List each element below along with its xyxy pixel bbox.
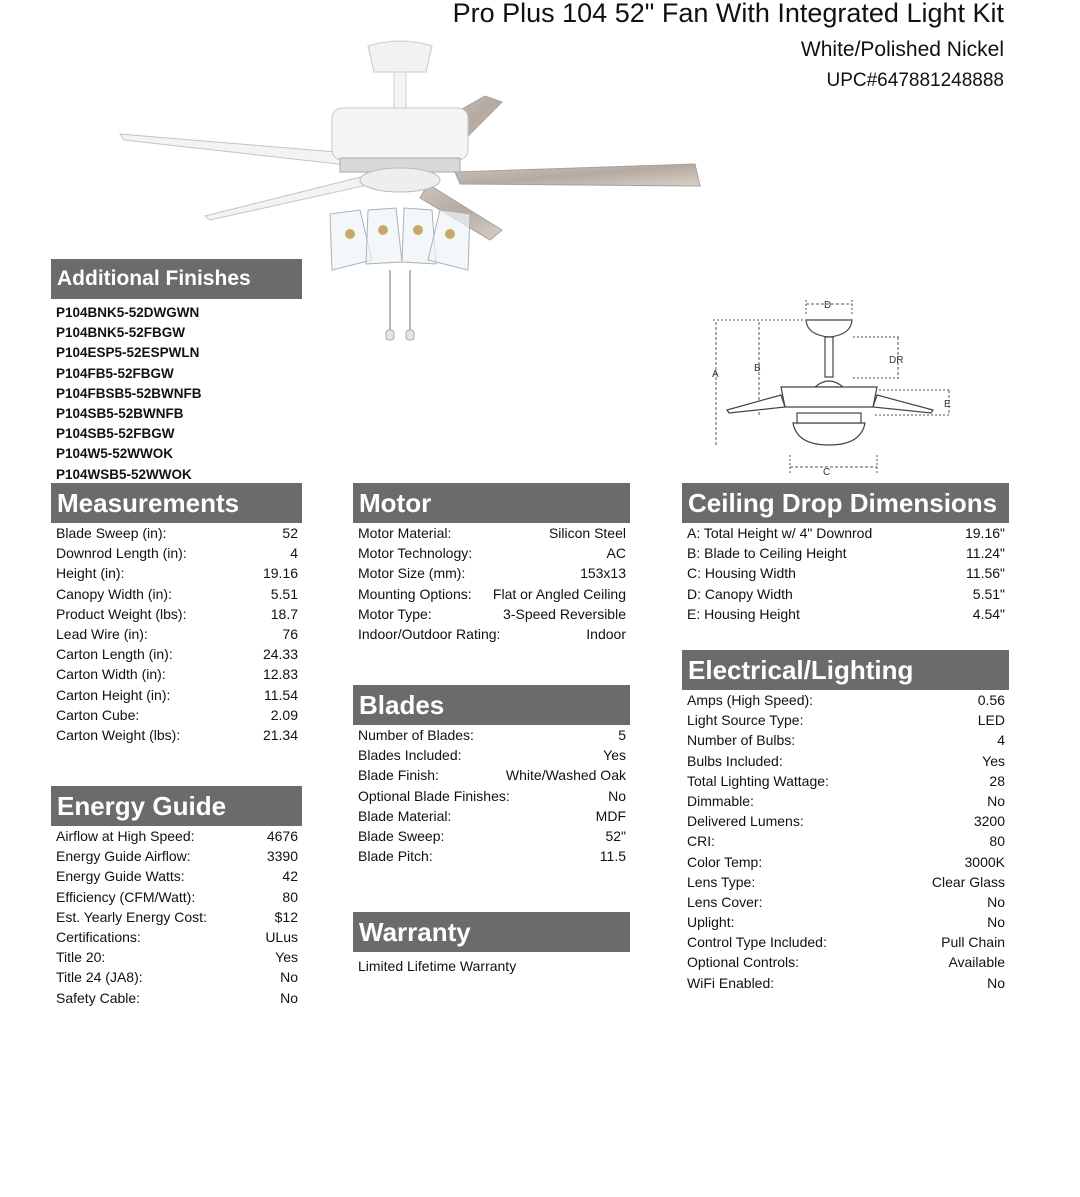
spec-value: Yes [603, 747, 626, 764]
blade-row [353, 725, 630, 745]
electrical-row [682, 973, 1009, 993]
blade-row [353, 806, 630, 826]
spec-label: Blade Finish: [358, 767, 439, 784]
electrical-row [682, 852, 1009, 872]
spec-label: Title 24 (JA8): [56, 969, 143, 986]
spec-label: Lens Cover: [687, 893, 763, 910]
energy-row [51, 947, 302, 967]
spec-value: 3200 [973, 813, 1005, 830]
spec-value: 80 [282, 888, 298, 905]
spec-label: Energy Guide Airflow: [56, 848, 191, 865]
spec-value: 4 [290, 545, 298, 562]
measurement-row [51, 725, 302, 745]
spec-label: Blade Sweep: [358, 827, 445, 844]
spec-value: 4 [997, 732, 1005, 749]
spec-value: No [608, 787, 626, 804]
electrical-lighting-heading: Electrical/Lighting [682, 650, 1009, 690]
electrical-row [682, 892, 1009, 912]
spec-label: Optional Blade Finishes: [358, 787, 510, 804]
spec-value: No [987, 893, 1005, 910]
spec-label: Carton Length (in): [56, 646, 173, 663]
ceiling-drop-rows [682, 523, 1009, 624]
spec-value: 0.56 [977, 692, 1005, 708]
measurement-row [51, 664, 302, 684]
measurement-row [51, 644, 302, 664]
spec-label: Efficiency (CFM/Watt): [56, 888, 196, 905]
spec-value: Silicon Steel [548, 525, 626, 541]
spec-value: 76 [282, 625, 298, 642]
spec-label: Total Lighting Wattage: [687, 772, 829, 789]
electrical-row [682, 690, 1009, 710]
spec-value: 52" [605, 827, 626, 844]
spec-value: 2.09 [270, 706, 298, 723]
spec-value: 11.56" [966, 565, 1005, 582]
spec-value: 3390 [266, 848, 298, 865]
additional-finishes-list [56, 303, 202, 485]
measurement-row [51, 563, 302, 583]
blades-section [353, 685, 630, 866]
spec-label: Carton Cube: [56, 706, 140, 723]
product-upc: UPC#647881248888 [826, 70, 1004, 91]
spec-label: CRI: [687, 833, 715, 850]
electrical-row [682, 811, 1009, 831]
finish-item: P104FBSB5-52BWNFB [56, 385, 202, 401]
spec-value: 80 [989, 833, 1005, 850]
ceiling-drop-row [682, 523, 1009, 543]
spec-value: ULus [265, 928, 298, 945]
electrical-row [682, 932, 1009, 952]
spec-value: 4.54" [972, 605, 1005, 622]
finish-item: P104BNK5-52DWGWN [56, 305, 200, 320]
spec-label: B: Blade to Ceiling Height [687, 545, 847, 562]
blade-row [353, 826, 630, 846]
spec-value: 21.34 [262, 726, 298, 743]
spec-label: Motor Material: [358, 525, 452, 541]
measurement-row [51, 584, 302, 604]
spec-label: Carton Width (in): [56, 666, 166, 683]
electrical-row [682, 771, 1009, 791]
spec-label: Blade Material: [358, 807, 452, 824]
spec-label: Number of Bulbs: [687, 732, 796, 749]
measurements-heading: Measurements [51, 483, 302, 523]
energy-guide-section [51, 786, 302, 1008]
ceiling-drop-row [682, 543, 1009, 563]
spec-value: Pull Chain [941, 934, 1005, 951]
spec-value: 12.83 [262, 666, 298, 683]
spec-label: Lens Type: [687, 873, 756, 890]
spec-label: Title 20: [56, 949, 106, 966]
spec-value: Yes [982, 752, 1005, 769]
spec-label: Blade Pitch: [358, 848, 433, 865]
spec-label: Motor Size (mm): [358, 565, 466, 582]
spec-label: Uplight: [687, 914, 735, 931]
spec-value: $12 [274, 908, 298, 925]
product-title: Pro Plus 104 52" Fan With Integrated Light Kit [452, 0, 1004, 28]
spec-value: Available [948, 954, 1005, 971]
spec-label: Carton Height (in): [56, 686, 171, 703]
electrical-row [682, 751, 1009, 771]
motor-row [353, 624, 630, 644]
spec-label: Optional Controls: [687, 954, 800, 971]
warranty-heading: Warranty [353, 912, 630, 952]
energy-row [51, 826, 302, 846]
product-finish: White/Polished Nickel [800, 38, 1004, 61]
spec-label: Indoor/Outdoor Rating: [358, 625, 501, 642]
energy-guide-rows [51, 826, 302, 1008]
spec-label: C: Housing Width [687, 565, 796, 582]
motor-rows [353, 523, 630, 644]
measurement-row [51, 705, 302, 725]
spec-value: 24.33 [262, 646, 298, 663]
blade-row [353, 846, 630, 866]
spec-label: Safety Cable: [56, 989, 141, 1006]
electrical-row [682, 912, 1009, 932]
finish-item: P104W5-52WWOK [56, 446, 174, 462]
spec-label: Product Weight (lbs): [56, 605, 187, 622]
electrical-row [682, 872, 1009, 892]
energy-row [51, 988, 302, 1008]
ceiling-drop-row [682, 584, 1009, 604]
ceiling-drop-diagram [705, 295, 955, 480]
spec-value: 5.51 [270, 585, 298, 602]
finish-item: P104BNK5-52FBGW [56, 325, 186, 341]
spec-value: 5 [618, 727, 626, 743]
electrical-rows [682, 690, 1009, 993]
spec-label: D: Canopy Width [687, 585, 793, 602]
spec-label: Control Type Included: [687, 934, 827, 951]
finish-item: P104SB5-52FBGW [56, 426, 175, 442]
spec-value: 3-Speed Reversible [503, 605, 626, 622]
spec-value: No [987, 914, 1005, 931]
spec-label: A: Total Height w/ 4" Downrod [687, 525, 873, 541]
motor-row [353, 543, 630, 563]
motor-row [353, 563, 630, 583]
spec-label: Downrod Length (in): [56, 545, 187, 562]
measurement-row [51, 685, 302, 705]
spec-label: Blades Included: [358, 747, 462, 764]
spec-value: 3000K [964, 853, 1005, 870]
electrical-lighting-section [682, 650, 1009, 993]
energy-row [51, 887, 302, 907]
spec-value: No [987, 792, 1005, 809]
electrical-row [682, 831, 1009, 851]
energy-guide-heading: Energy Guide [51, 786, 302, 826]
finish-item: P104FB5-52FBGW [56, 365, 174, 381]
spec-value: 28 [989, 772, 1005, 789]
measurement-row [51, 543, 302, 563]
diagram-label-c: C [823, 467, 831, 478]
finish-item: P104SB5-52BWNFB [56, 405, 184, 421]
spec-label: Motor Technology: [358, 545, 473, 562]
motor-row [353, 523, 630, 543]
warranty-text: Limited Lifetime Warranty [358, 958, 517, 974]
measurement-row [51, 604, 302, 624]
finish-item: P104WSB5-52WWOK [56, 466, 192, 482]
blade-row [353, 786, 630, 806]
warranty-section [353, 912, 630, 974]
spec-value: Clear Glass [931, 873, 1005, 890]
diagram-label-e: E [944, 399, 951, 410]
spec-value: 42 [282, 868, 298, 885]
additional-finishes-section [51, 259, 302, 299]
spec-label: Height (in): [56, 565, 125, 582]
blades-heading: Blades [353, 685, 630, 725]
spec-value: 19.16 [262, 565, 298, 582]
spec-label: Bulbs Included: [687, 752, 783, 769]
spec-value: 11.54 [264, 686, 298, 703]
motor-heading: Motor [353, 483, 630, 523]
spec-value: No [280, 989, 298, 1006]
spec-label: WiFi Enabled: [687, 974, 775, 991]
energy-row [51, 846, 302, 866]
ceiling-drop-section [682, 483, 1009, 624]
diagram-label-a: A [712, 369, 719, 380]
electrical-row [682, 710, 1009, 730]
spec-label: Delivered Lumens: [687, 813, 804, 830]
motor-row [353, 604, 630, 624]
diagram-label-b: B [754, 363, 761, 374]
motor-row [353, 584, 630, 604]
blade-row [353, 765, 630, 785]
spec-label: Blade Sweep (in): [56, 525, 167, 541]
energy-row [51, 907, 302, 927]
energy-row [51, 927, 302, 947]
spec-value: Indoor [586, 625, 626, 642]
spec-value: Yes [275, 949, 298, 966]
ceiling-drop-row [682, 563, 1009, 583]
spec-label: Lead Wire (in): [56, 625, 148, 642]
energy-row [51, 967, 302, 987]
spec-value: 52 [282, 525, 298, 541]
blades-rows [353, 725, 630, 866]
ceiling-drop-heading: Ceiling Drop Dimensions [682, 483, 1009, 523]
spec-label: Canopy Width (in): [56, 585, 172, 602]
electrical-row [682, 952, 1009, 972]
spec-label: Certifications: [56, 928, 141, 945]
measurement-row [51, 624, 302, 644]
diagram-label-dr: DR [889, 355, 904, 366]
measurements-section [51, 483, 302, 745]
spec-label: Mounting Options: [358, 585, 472, 602]
electrical-row [682, 791, 1009, 811]
spec-value: AC [606, 545, 626, 562]
spec-value: White/Washed Oak [505, 767, 626, 784]
spec-label: Airflow at High Speed: [56, 828, 195, 844]
spec-label: Carton Weight (lbs): [56, 726, 181, 743]
spec-value: No [280, 969, 298, 986]
additional-finishes-heading: Additional Finishes [51, 259, 302, 299]
spec-label: Color Temp: [687, 853, 763, 870]
ceiling-drop-row [682, 604, 1009, 624]
spec-value: MDF [595, 807, 626, 824]
spec-label: Light Source Type: [687, 712, 804, 729]
spec-value: 18.7 [270, 605, 298, 622]
spec-value: 19.16" [964, 525, 1005, 541]
measurements-rows [51, 523, 302, 745]
spec-label: Est. Yearly Energy Cost: [56, 908, 207, 925]
spec-value: 11.24" [966, 545, 1005, 562]
spec-value: Flat or Angled Ceiling [492, 585, 626, 602]
spec-value: 5.51" [972, 585, 1005, 602]
spec-label: Dimmable: [687, 792, 754, 809]
finish-item: P104ESP5-52ESPWLN [56, 345, 200, 361]
motor-section [353, 483, 630, 644]
spec-label: Amps (High Speed): [687, 692, 814, 708]
spec-value: 11.5 [599, 848, 626, 865]
spec-label: Motor Type: [358, 605, 432, 622]
blade-row [353, 745, 630, 765]
spec-value: No [987, 974, 1005, 991]
spec-label: Energy Guide Watts: [56, 868, 185, 885]
energy-row [51, 866, 302, 886]
electrical-row [682, 730, 1009, 750]
spec-value: 153x13 [580, 565, 626, 582]
measurement-row [51, 523, 302, 543]
spec-label: E: Housing Height [687, 605, 800, 622]
spec-value: 4676 [266, 828, 298, 844]
diagram-label-d: D [824, 300, 832, 311]
spec-label: Number of Blades: [358, 727, 474, 743]
spec-value: LED [977, 712, 1005, 729]
